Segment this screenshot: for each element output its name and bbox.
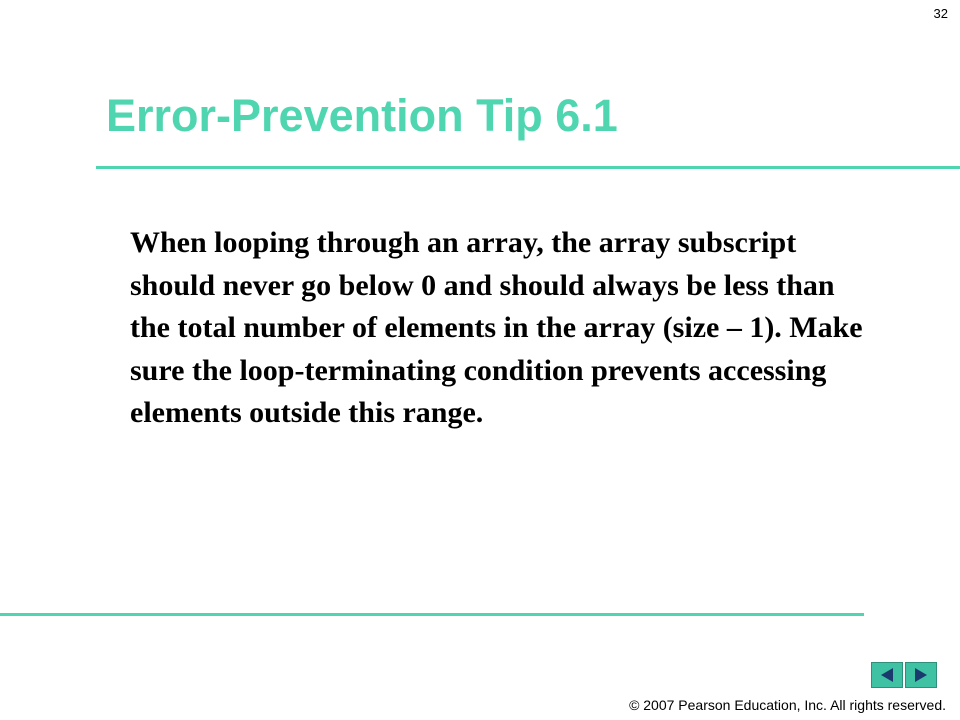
previous-arrow-icon	[880, 667, 894, 683]
tip-body-text: When looping through an array, the array subscript should never go below 0 and should always be less than the total number of elements in the array (size – 1). Make sure the loop-terminating condition prevents accessing elements outside this range.	[130, 226, 863, 429]
slide-navigation	[871, 662, 937, 688]
copyright-footer: © 2007 Pearson Education, Inc. All rights reserved.	[629, 697, 946, 713]
slide-number: 32	[933, 6, 948, 21]
next-arrow-icon	[914, 667, 928, 683]
next-slide-button[interactable]	[905, 662, 937, 688]
previous-slide-button[interactable]	[871, 662, 903, 688]
bottom-divider	[0, 613, 864, 616]
title-divider	[96, 166, 960, 169]
slide-title: Error-Prevention Tip 6.1	[106, 90, 618, 141]
